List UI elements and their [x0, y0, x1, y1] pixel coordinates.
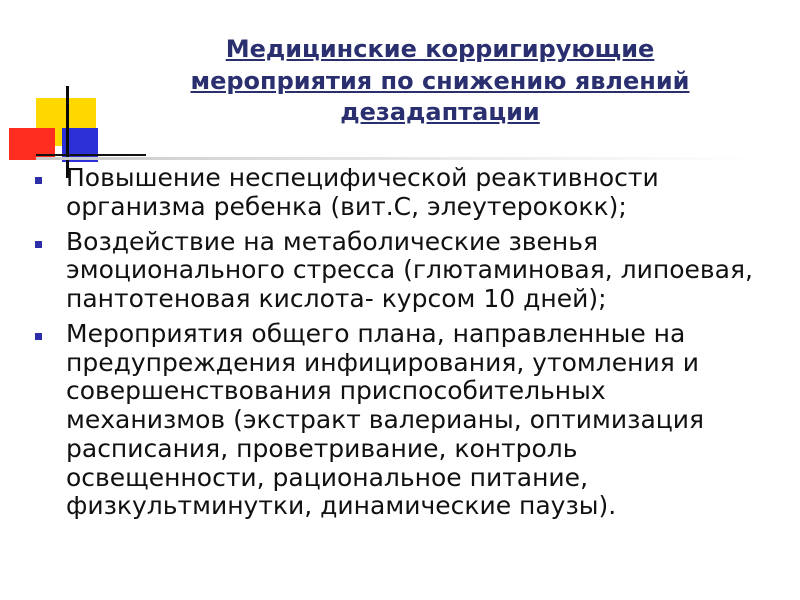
title-line-1: Медицинские корригирующие — [225, 35, 655, 63]
list-item — [34, 228, 769, 314]
list-item-text: Повышение неспецифической реактивности организма ребенка (вит.С, элеутерококк); — [66, 163, 659, 221]
title-line-2: мероприятия по снижению явлений — [190, 66, 690, 95]
square-bullet-icon — [35, 241, 42, 248]
title-line-3: дезадаптации — [340, 98, 540, 127]
title-underline-divider — [36, 157, 760, 160]
slide-title — [130, 34, 750, 129]
square-bullet-icon — [35, 177, 42, 184]
list-item-text: Мероприятия общего плана, направленные на предупреждения инфицирования, утомления и совершенствования приспособительных механизмов (экстракт валерианы, оптимизация расписания, проветривание, контроль освещенности, рациональное питание, физкультминутки, динамические паузы). — [66, 318, 705, 521]
list-item-text: Воздействие на метаболические звенья эмоционального стресса (глютаминовая, липоевая, пантотеновая кислота- курсом 10 дней); — [66, 226, 753, 313]
list-item — [34, 164, 769, 222]
square-bullet-icon — [35, 333, 42, 340]
list-item — [34, 320, 769, 521]
decorative-horizontal-line — [36, 154, 146, 156]
bullet-list — [34, 164, 769, 527]
